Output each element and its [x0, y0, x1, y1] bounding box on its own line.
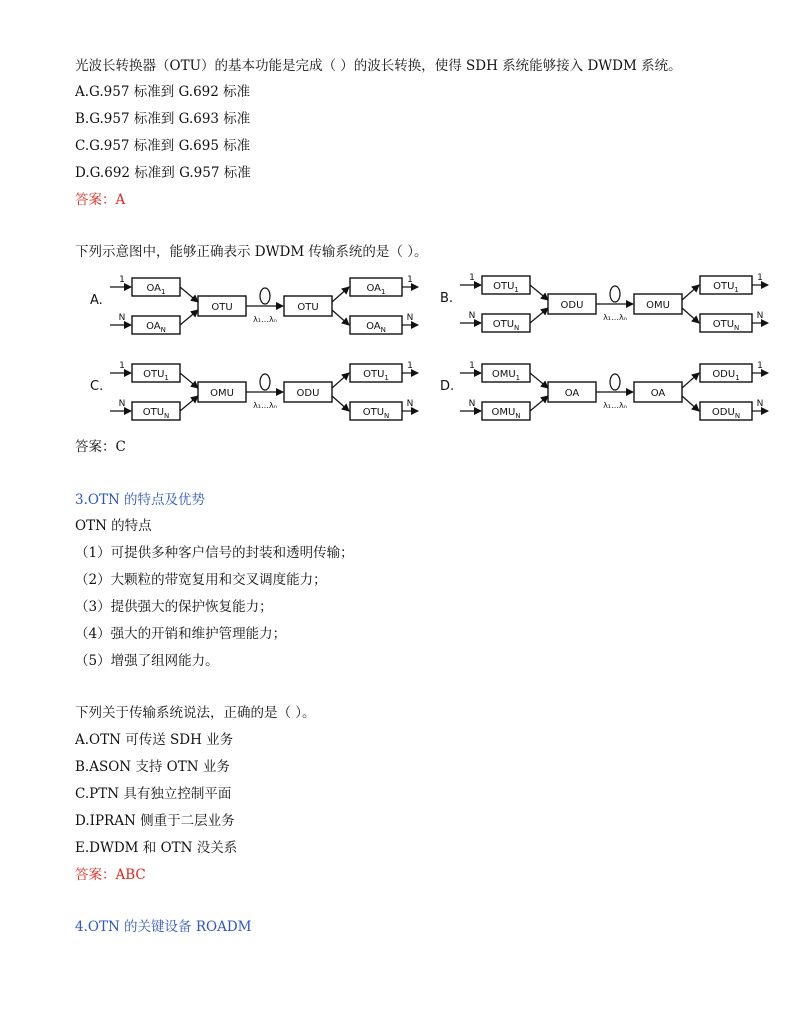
panel-d-mid-left-label: OA [564, 388, 580, 399]
panel-d-output-n-label: N [756, 399, 764, 409]
panel-a-out-top-label: $OA_1$ [366, 283, 386, 296]
panel-a-out-bot-label: $OA_N$ [366, 321, 386, 334]
panel-b-arrow-merge-bot [530, 308, 548, 323]
panel-b-output-1-label: 1 [757, 273, 763, 283]
panel-b-arrow-split-top [682, 285, 699, 300]
panel-d-in-bot-label: $OMU_N$ [491, 407, 521, 420]
panel-c-arrow-merge-bot [180, 396, 198, 411]
panel-d-in-top-label: $OMU_1$ [491, 369, 521, 382]
panel-a-arrow-merge-bot [180, 310, 198, 325]
panel-b-label: B. [440, 291, 454, 306]
section4-heading: 4.OTN 的关键设备 ROADM [75, 919, 252, 935]
panel-b-mid-right-label: OMU [646, 300, 670, 311]
panel-c-out-bot-label: $OTU_N$ [362, 407, 390, 420]
section3-item-1: （1）可提供多种客户信号的封装和透明传输； [75, 545, 354, 561]
panel-b-arrow-split-bot [682, 308, 699, 323]
panel-b-lambda: λ₁…λₙ [603, 313, 627, 322]
panel-d-lambda: λ₁…λₙ [603, 401, 627, 410]
q1-option-b: B.G.957 标准到 G.693 标准 [75, 111, 251, 127]
section3-item-2: （2）大颗粒的带宽复用和交叉调度能力； [75, 572, 327, 588]
q2-answer: 答案：C [75, 439, 126, 455]
panel-c-input-n-label: N [118, 399, 126, 409]
panel-c-mid-left-label: OMU [210, 388, 234, 399]
panel-b-out-bot-label: $OTU_N$ [712, 319, 740, 332]
panel-d-mid-right-label: OA [650, 388, 666, 399]
panel-d-arrow-merge-bot [530, 396, 548, 411]
panel-d-fiber-loop [610, 374, 620, 390]
panel-b-fiber-loop [610, 286, 620, 302]
panel-a-mid-left-label: OTU [211, 302, 233, 313]
panel-c-mid-right-label: ODU [296, 388, 320, 399]
q1-option-a: A.G.957 标准到 G.692 标准 [75, 84, 251, 100]
panel-a-in-bot-label: $OA_N$ [146, 321, 166, 334]
panel-d-arrow-split-bot [682, 396, 699, 411]
q3-option-e: E.DWDM 和 OTN 没关系 [75, 840, 238, 856]
panel-a-output-1-label: 1 [407, 275, 413, 285]
panel-c-label: C. [90, 379, 104, 394]
panel-d-input-n-label: N [468, 399, 476, 409]
panel-c-fiber-loop [260, 374, 270, 390]
panel-b-in-top-label: $OTU_1$ [493, 281, 519, 294]
panel-b-input-1-label: 1 [469, 273, 475, 283]
panel-a-mid-right-label: OTU [297, 302, 319, 313]
panel-d-out-bot-label: $ODU_N$ [711, 407, 741, 420]
panel-c-input-1-label: 1 [119, 361, 125, 371]
panel-c-in-top-label: $OTU_1$ [143, 369, 169, 382]
q1-option-d: D.G.692 标准到 G.957 标准 [75, 165, 251, 181]
panel-d-arrow-split-top [682, 373, 699, 388]
panel-c-lambda: λ₁…λₙ [253, 401, 277, 410]
q3-stem: 下列关于传输系统说法，正确的是（ ）。 [75, 705, 316, 721]
q3-answer: 答案：ABC [75, 867, 146, 883]
section3-item-3: （3）提供强大的保护恢复能力； [75, 599, 273, 615]
panel-c-arrow-split-bot [332, 396, 349, 411]
q3-option-a: A.OTN 可传送 SDH 业务 [75, 732, 234, 748]
q2-stem: 下列示意图中，能够正确表示 DWDM 传输系统的是（ ）。 [75, 244, 428, 260]
panel-a-arrow-split-top [332, 287, 349, 302]
q3-option-b: B.ASON 支持 OTN 业务 [75, 759, 230, 775]
panel-d-out-top-label: $ODU_1$ [712, 369, 740, 382]
panel-c-out-top-label: $OTU_1$ [363, 369, 389, 382]
q1-answer: 答案：A [75, 192, 126, 208]
panel-a-in-top-label: $OA_1$ [146, 283, 166, 296]
panel-a-arrow-merge-top [180, 287, 198, 302]
panel-c-in-bot-label: $OTU_N$ [142, 407, 170, 420]
panel-d-input-1-label: 1 [469, 361, 475, 371]
panel-a-arrow-split-bot [332, 310, 349, 325]
q3-option-d: D.IPRAN 侧重于二层业务 [75, 813, 235, 829]
q1-option-c: C.G.957 标准到 G.695 标准 [75, 138, 251, 154]
section3-heading: 3.OTN 的特点及优势 [75, 492, 206, 508]
panel-b-arrow-merge-top [530, 285, 548, 300]
panel-b-output-n-label: N [756, 311, 764, 321]
section3-item-4: （4）强大的开销和维护管理能力； [75, 626, 287, 642]
panel-b-mid-left-label: ODU [560, 300, 584, 311]
panel-a-fiber-loop [260, 288, 270, 304]
section3-subheading: OTN 的特点 [75, 518, 152, 534]
panel-a-input-n-label: N [118, 313, 126, 323]
panel-c-arrow-merge-top [180, 373, 198, 388]
panel-d-output-1-label: 1 [757, 361, 763, 371]
panel-b-input-n-label: N [468, 311, 476, 321]
panel-b-in-bot-label: $OTU_N$ [492, 319, 520, 332]
panel-d-arrow-merge-top [530, 373, 548, 388]
panel-b-out-top-label: $OTU_1$ [713, 281, 739, 294]
panel-a-lambda: λ₁…λₙ [253, 315, 277, 324]
panel-c-output-n-label: N [406, 399, 414, 409]
q3-option-c: C.PTN 具有独立控制平面 [75, 786, 232, 802]
panel-a-output-n-label: N [406, 313, 414, 323]
q1-stem: 光波长转换器（OTU）的基本功能是完成（ ）的波长转换，使得 SDH 系统能够接入 DWDM 系统。 [75, 58, 682, 74]
panel-c-output-1-label: 1 [407, 361, 413, 371]
panel-c-arrow-split-top [332, 373, 349, 388]
panel-a-label: A. [90, 293, 103, 308]
panel-a-input-1-label: 1 [119, 275, 125, 285]
section3-item-5: （5）增强了组网能力。 [75, 653, 219, 669]
dwdm-diagram [80, 262, 764, 424]
panel-d-label: D. [440, 379, 455, 394]
